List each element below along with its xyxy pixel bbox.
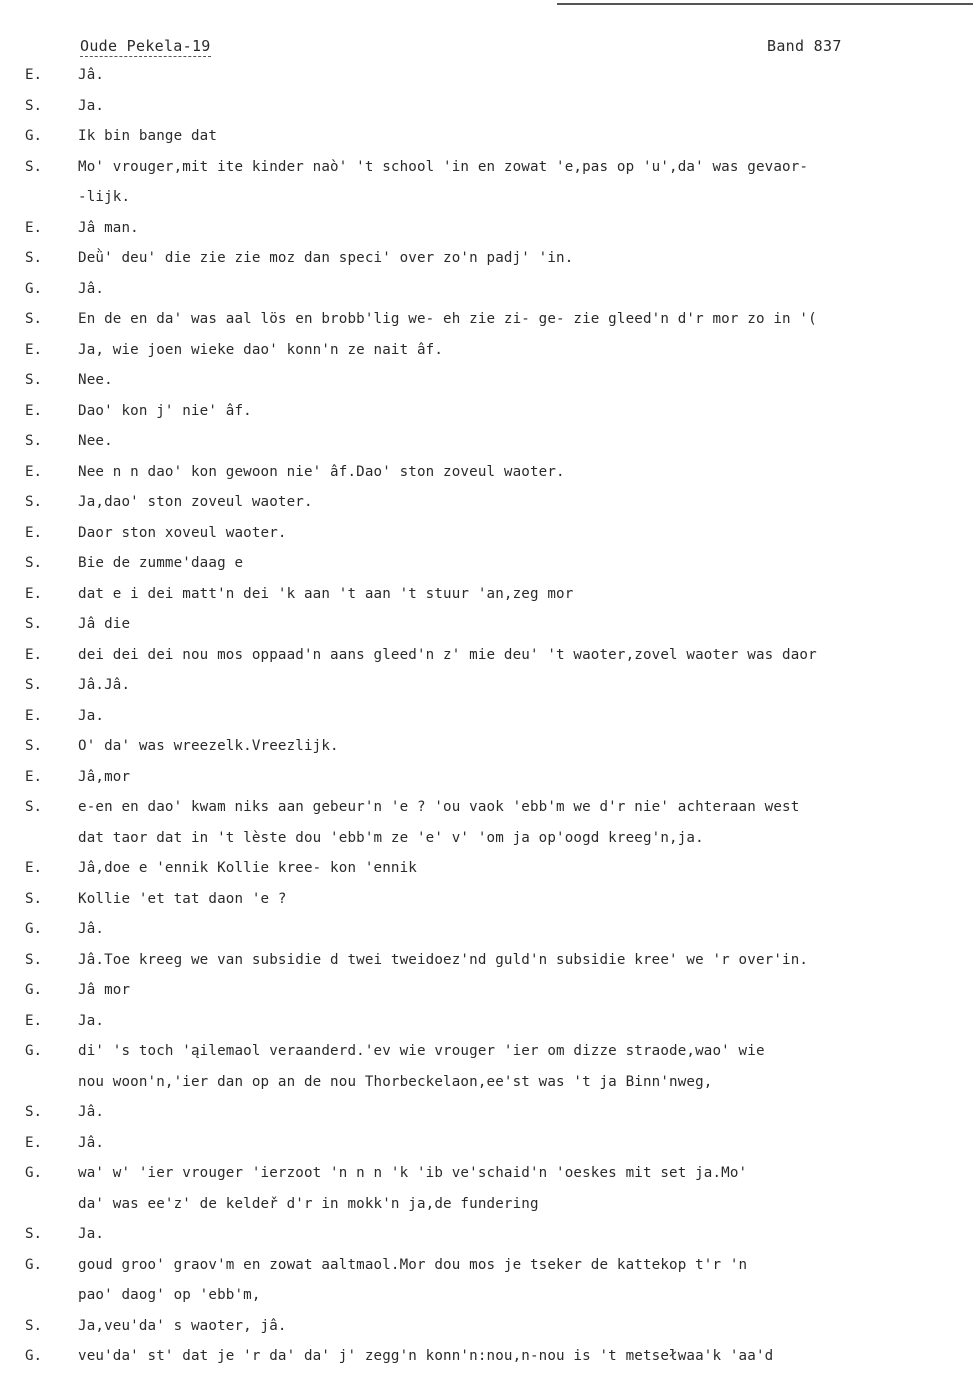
speaker-label: G. <box>25 1165 43 1181</box>
utterance-text: Jâ.Jâ. <box>78 677 131 693</box>
speaker-label: G. <box>25 921 43 937</box>
transcript-line <box>0 735 973 766</box>
speaker-label: S. <box>25 616 43 632</box>
speaker-label: S. <box>25 494 43 510</box>
speaker-label: S. <box>25 1226 43 1242</box>
utterance-text: Jâ. <box>78 1134 105 1151</box>
speaker-label: S. <box>25 555 43 571</box>
transcript-line <box>0 1162 973 1193</box>
utterance-text: Kollie 'et tat daon 'e ? <box>78 890 287 907</box>
speaker-label: S. <box>25 1317 43 1334</box>
transcript-line <box>0 827 973 858</box>
transcript-line <box>0 64 973 95</box>
utterance-text: Jâ,mor <box>78 768 131 785</box>
utterance-text: di' 's toch 'ąilemaol veraanderd.'ev wie vrouger 'ier om dizze straode,wao' wie <box>78 1043 765 1059</box>
utterance-text: Jâ.Toe kreeg we van subsidie d twei tweidoez'nd guld'n subsidie kree' we 'r over'in. <box>78 951 809 968</box>
transcript-line <box>0 156 973 187</box>
utterance-text: Jâ die <box>78 616 131 632</box>
top-rule-line <box>557 3 973 5</box>
speaker-label: E. <box>25 768 43 785</box>
transcript-line <box>0 95 973 126</box>
utterance-text: dei dei dei nou mos oppaad'n aans gleed'n z' mie deu' 't waoter,zovel waoter was daor <box>78 646 817 663</box>
utterance-text: Deǜ' deu' die zie zie moz dan speci' over zo'n padj' 'in. <box>78 250 574 266</box>
utterance-text: Jâ man. <box>78 219 139 236</box>
speaker-label: E. <box>25 219 43 236</box>
speaker-label: G. <box>25 982 43 998</box>
transcript-line <box>0 1315 973 1346</box>
utterance-text: En de en da' was aal lös en brobb'lig we- eh zie zi- ge- zie gleed'n d'r mor zo in '( <box>78 311 817 327</box>
transcript-line <box>0 1345 973 1376</box>
utterance-text: Jâ mor <box>78 982 131 998</box>
transcript-line <box>0 125 973 156</box>
utterance-text: Ja. <box>78 1226 105 1242</box>
utterance-text: Ja. <box>78 707 105 724</box>
speaker-label: S. <box>25 890 43 907</box>
utterance-text: Jâ. <box>78 280 105 297</box>
utterance-text: Ja,veu'da' s waoter, jâ. <box>78 1317 287 1334</box>
utterance-text: veu'da' st' dat je 'r da' da' j' zegg'n konn'n:nou,n-nou is 't metsełwaa'k 'aa'd <box>78 1348 774 1364</box>
utterance-text: Ik bin bange dat <box>78 128 218 144</box>
speaker-label: G. <box>25 128 43 144</box>
transcript-line <box>0 308 973 339</box>
transcript-line <box>0 1040 973 1071</box>
speaker-label: S. <box>25 372 43 388</box>
utterance-text: O' da' was wreezelk.Vreezlijk. <box>78 738 339 754</box>
band-number: Band 837 <box>767 37 842 55</box>
transcript-line <box>0 1101 973 1132</box>
utterance-text: Ja, wie joen wieke dao' konn'n ze nait âf. <box>78 341 444 358</box>
speaker-label: E. <box>25 67 43 83</box>
transcript-line <box>0 613 973 644</box>
utterance-text: Nee n n dao' kon gewoon nie' âf.Dao' ston zoveul waoter. <box>78 463 565 480</box>
speaker-label: E. <box>25 524 43 541</box>
speaker-label: G. <box>25 1256 43 1273</box>
utterance-text: Ja. <box>78 1012 105 1029</box>
transcript-line <box>0 461 973 492</box>
transcript-line <box>0 217 973 248</box>
utterance-text: Ja,dao' ston zoveul waoter. <box>78 494 313 510</box>
transcript-line <box>0 1284 973 1315</box>
transcript-line <box>0 583 973 614</box>
utterance-text: Jâ. <box>78 1104 105 1120</box>
transcript-line <box>0 400 973 431</box>
speaker-label: S. <box>25 311 43 327</box>
utterance-text: Nee. <box>78 433 113 449</box>
speaker-label: E. <box>25 1134 43 1151</box>
utterance-text: Jâ,doe e 'ennik Kollie kree- kon 'ennik <box>78 860 417 876</box>
transcript-line <box>0 949 973 980</box>
transcript-line <box>0 1193 973 1224</box>
transcript-line <box>0 369 973 400</box>
transcript-line <box>0 766 973 797</box>
transcript-line <box>0 918 973 949</box>
transcript-line <box>0 339 973 370</box>
speaker-label: S. <box>25 738 43 754</box>
speaker-label: S. <box>25 250 43 266</box>
speaker-label: S. <box>25 433 43 449</box>
utterance-text: da' was ee'z' de keldeř d'r in mokk'n ja,de fundering <box>78 1195 539 1212</box>
speaker-label: E. <box>25 463 43 480</box>
transcript-line <box>0 430 973 461</box>
transcript-line <box>0 888 973 919</box>
utterance-text: Nee. <box>78 372 113 388</box>
transcript-lines <box>0 64 973 1376</box>
utterance-text: Bie de zumme'daag e <box>78 555 244 571</box>
transcript-line <box>0 1223 973 1254</box>
transcript-line <box>0 1010 973 1041</box>
speaker-label: E. <box>25 860 43 876</box>
utterance-text: pao' daog' op 'ebb'm, <box>78 1287 261 1303</box>
utterance-text: Jâ. <box>78 921 105 937</box>
speaker-label: E. <box>25 646 43 663</box>
utterance-text: Dao' kon j' nie' âf. <box>78 402 252 419</box>
utterance-text: Jâ. <box>78 67 105 83</box>
speaker-label: S. <box>25 677 43 693</box>
transcript-line <box>0 1071 973 1102</box>
utterance-text: -lijk. <box>78 189 131 205</box>
transcript-line <box>0 796 973 827</box>
transcript-line <box>0 186 973 217</box>
speaker-label: S. <box>25 799 43 815</box>
utterance-text: dat taor dat in 't lèste dou 'ebb'm ze 'e' v' 'om ja op'oogd kreeg'n,ja. <box>78 829 704 846</box>
utterance-text: wa' w' 'ier vrouger 'ierzoot 'n n n 'k 'ib ve'schaid'n 'oeskes mit set ja.Mo' <box>78 1165 748 1181</box>
utterance-text: e-en en dao' kwam niks aan gebeur'n 'e ? 'ou vaok 'ebb'm we d'r nie' achteraan west <box>78 799 800 815</box>
transcript-line <box>0 247 973 278</box>
transcript-line <box>0 979 973 1010</box>
speaker-label: S. <box>25 158 43 175</box>
utterance-text: dat e i dei matt'n dei 'k aan 't aan 't stuur 'an,zeg mor <box>78 585 574 602</box>
speaker-label: G. <box>25 1348 43 1364</box>
utterance-text: goud groo' graov'm en zowat aaltmaol.Mor dou mos je tseker de kattekop t'r 'n <box>78 1256 748 1273</box>
speaker-label: S. <box>25 1104 43 1120</box>
transcript-line <box>0 1254 973 1285</box>
transcript-line <box>0 278 973 309</box>
speaker-label: E. <box>25 585 43 602</box>
speaker-label: G. <box>25 280 43 297</box>
document-title: Oude Pekela-19 <box>80 37 211 55</box>
speaker-label: S. <box>25 97 43 114</box>
speaker-label: E. <box>25 341 43 358</box>
transcript-line <box>0 1132 973 1163</box>
utterance-text: nou woon'n,'ier dan op an de nou Thorbeckelaon,ee'st was 't ja Binn'nweg, <box>78 1073 713 1090</box>
transcript-line <box>0 552 973 583</box>
utterance-text: Ja. <box>78 97 105 114</box>
transcript-line <box>0 857 973 888</box>
utterance-text: Daor ston xoveul waoter. <box>78 524 287 541</box>
speaker-label: E. <box>25 1012 43 1029</box>
speaker-label: G. <box>25 1043 43 1059</box>
transcript-line <box>0 491 973 522</box>
utterance-text: Mo' vrouger,mit ite kinder naò' 't school 'in en zowat 'e,pas op 'u',da' was gevaor- <box>78 158 809 175</box>
transcript-line <box>0 674 973 705</box>
speaker-label: E. <box>25 402 43 419</box>
transcript-line <box>0 644 973 675</box>
transcript-line <box>0 522 973 553</box>
transcript-line <box>0 705 973 736</box>
speaker-label: E. <box>25 707 43 724</box>
speaker-label: S. <box>25 951 43 968</box>
